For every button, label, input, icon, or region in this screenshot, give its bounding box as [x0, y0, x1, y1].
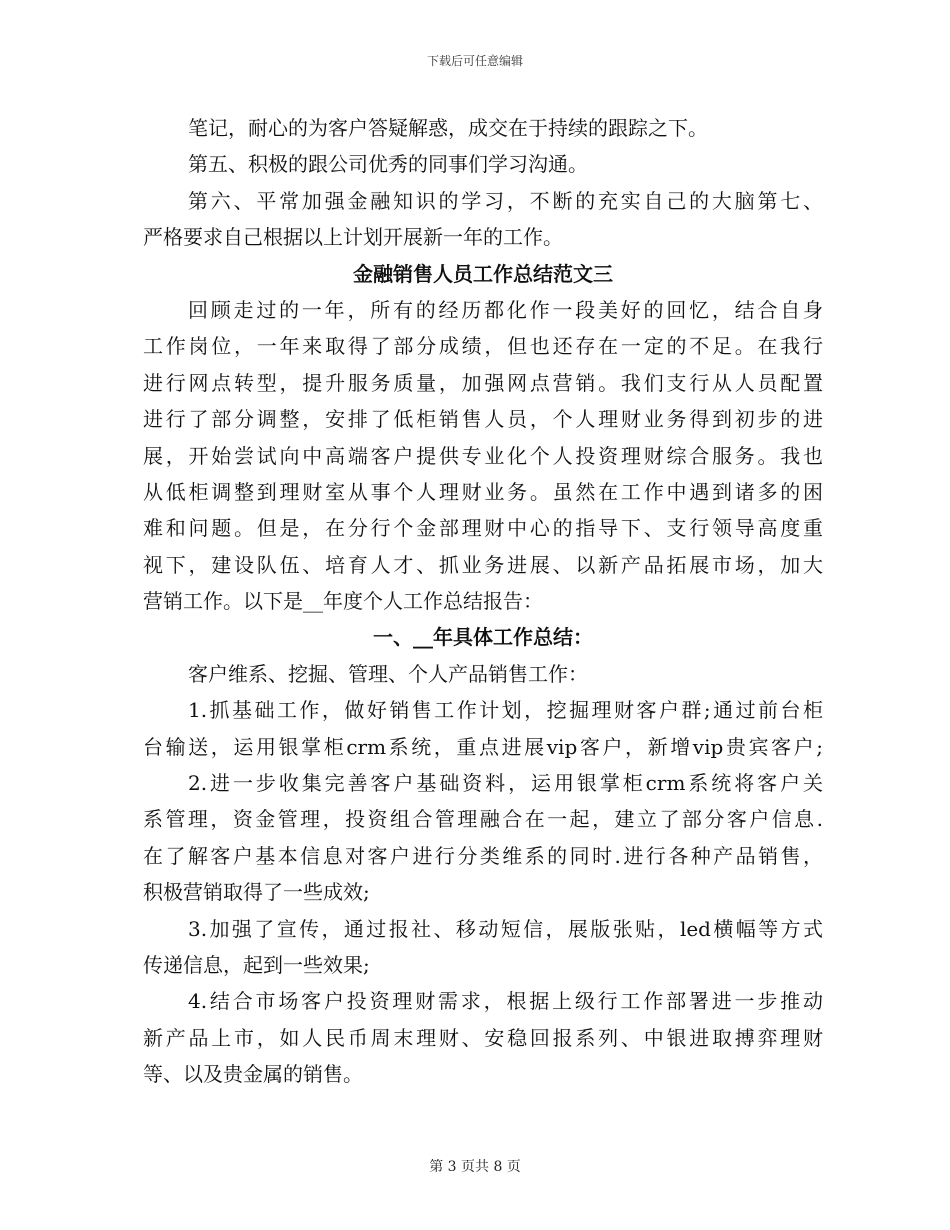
text-line: 视下，建设队伍、培育人才、抓业务进展、以新产品拓展市场，加大 [143, 552, 823, 577]
text-line: 严格要求自己根据以上计划开展新一年的工作。 [143, 225, 563, 250]
text-line: 台输送，运用银掌柜crm系统，重点进展vip客户，新增vip贵宾客户; [143, 734, 823, 759]
text-line: 3.加强了宣传，通过报社、移动短信，展版张贴，led横幅等方式 [188, 916, 823, 941]
text-line: 4.结合市场客户投资理财需求，根据上级行工作部署进一步推动 [188, 989, 823, 1014]
text-line: 回顾走过的一年，所有的经历都化作一段美好的回忆，结合自身 [188, 297, 823, 322]
text-line: 传递信息，起到一些效果; [143, 952, 370, 977]
document-body [143, 110, 823, 1093]
text-line: 1.抓基础工作，做好销售工作计划，挖掘理财客户群;通过前台柜 [188, 698, 823, 723]
section-heading: 金融销售人员工作总结范文三 [353, 261, 613, 286]
text-line: 第五、积极的跟公司优秀的同事们学习沟通。 [188, 152, 588, 177]
text-line: 积极营销取得了一些成效; [143, 880, 370, 905]
text-line: 系管理，资金管理，投资组合管理融合在一起，建立了部分客户信息. [143, 807, 823, 832]
text-line: 营销工作。以下是__年度个人工作总结报告： [143, 589, 543, 614]
text-line: 2.进一步收集完善客户基础资料，运用银掌柜crm系统将客户关 [188, 771, 823, 796]
text-line: 展，开始尝试向中高端客户提供专业化个人投资理财综合服务。我也 [143, 443, 823, 468]
text-line: 客户维系、挖掘、管理、个人产品销售工作： [188, 661, 588, 686]
text-line: 第六、平常加强金融知识的学习，不断的充实自己的大脑第七、 [188, 188, 823, 213]
text-line: 从低柜调整到理财室从事个人理财业务。虽然在工作中遇到诸多的困 [143, 479, 823, 504]
page-number: 第 3 页共 8 页 [429, 1159, 521, 1175]
text-line: 进行网点转型，提升服务质量，加强网点营销。我们支行从人员配置 [143, 370, 823, 395]
text-line: 在了解客户基本信息对客户进行分类维系的同时.进行各种产品销售， [143, 843, 823, 868]
text-line: 工作岗位，一年来取得了部分成绩，但也还存在一定的不足。在我行 [143, 334, 823, 359]
text-line: 新产品上市，如人民币周末理财、安稳回报系列、中银进取搏弈理财 [143, 1025, 823, 1050]
section-heading: 一、__年具体工作总结： [373, 625, 593, 650]
text-line: 笔记，耐心的为客户答疑解惑，成交在于持续的跟踪之下。 [188, 116, 708, 140]
text-line: 难和问题。但是，在分行个金部理财中心的指导下、支行领导高度重 [143, 516, 823, 541]
page-header: 下载后可任意编辑 [426, 54, 523, 68]
text-line: 等、以及贵金属的销售。 [143, 1062, 363, 1087]
text-line: 进行了部分调整，安排了低柜销售人员，个人理财业务得到初步的进 [143, 407, 823, 432]
